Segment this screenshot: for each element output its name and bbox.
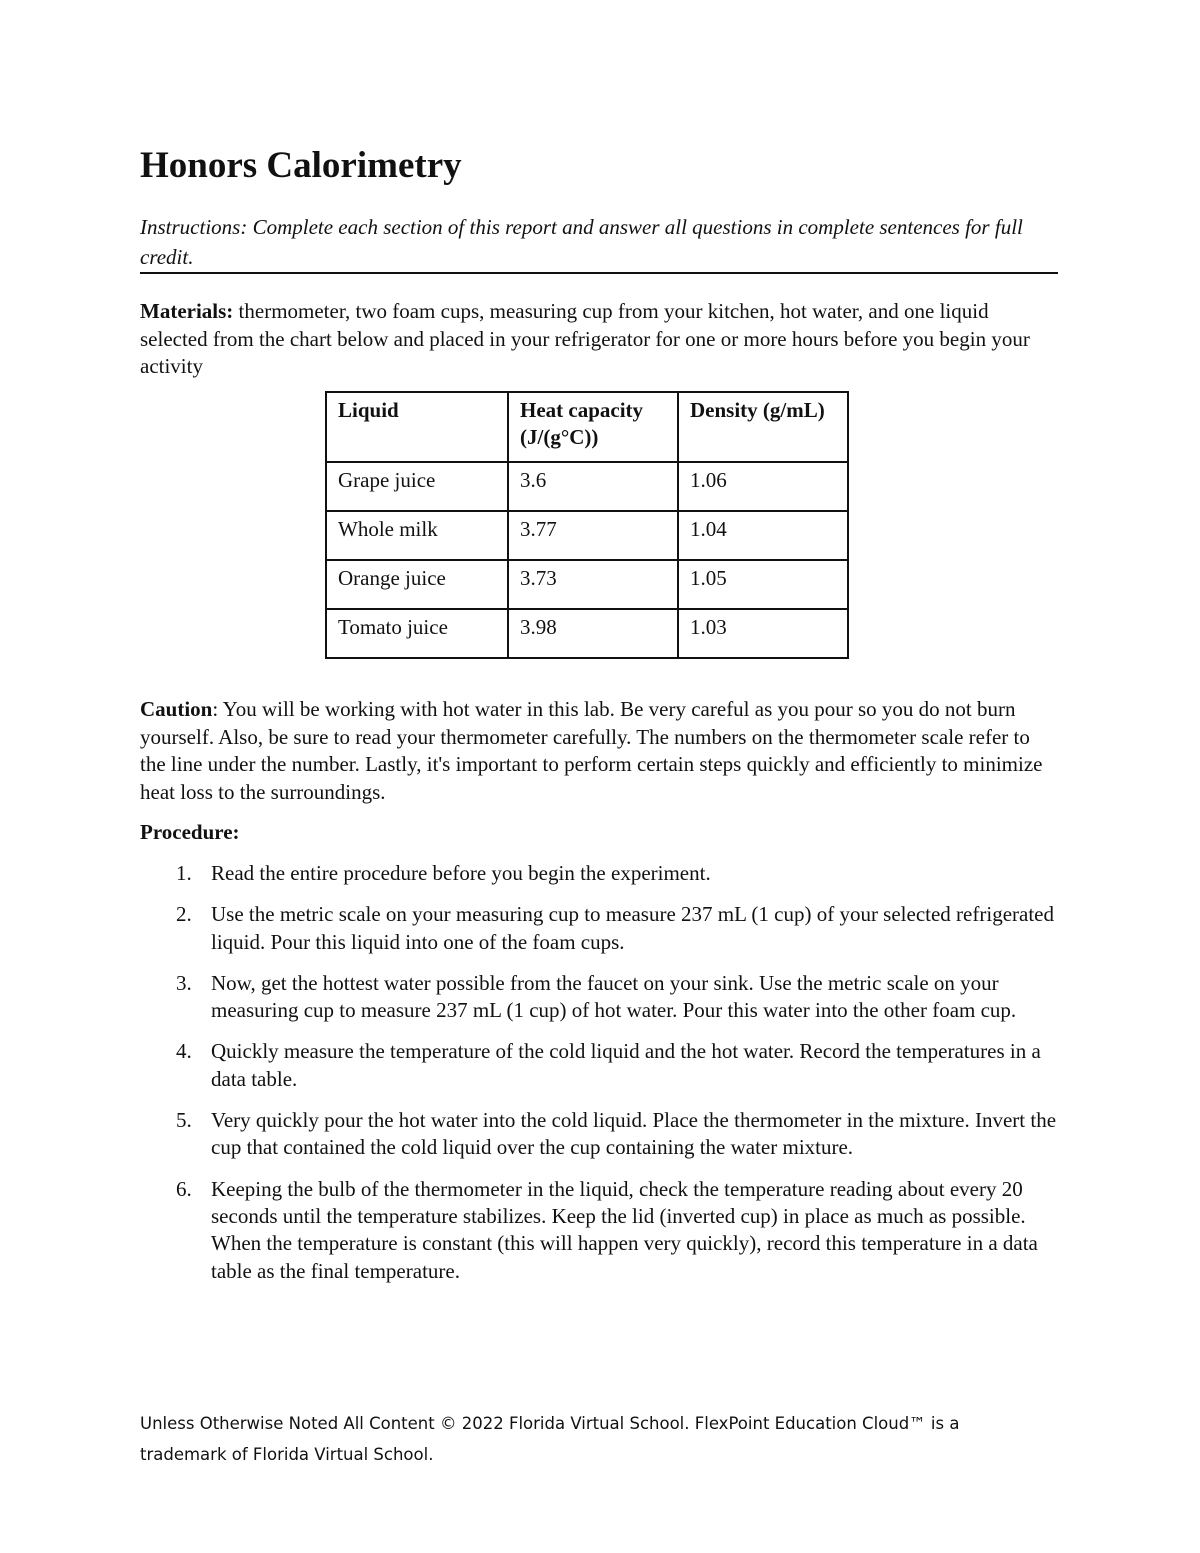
materials-paragraph: [140, 298, 1058, 381]
table-cell: Tomato juice: [326, 609, 508, 658]
table-cell: Orange juice: [326, 560, 508, 609]
divider: [140, 272, 1058, 274]
table-row: [326, 560, 848, 609]
step-text: Quickly measure the temperature of the cold liquid and the hot water. Record the temperatures in a data table.: [211, 1039, 1041, 1091]
step-text: Now, get the hottest water possible from the faucet on your sink. Use the metric scale on your measuring cup to measure 237 mL (1 cup) of hot water. Pour this water into the other foam cup.: [211, 970, 1017, 1023]
step-text: Keeping the bulb of the thermometer in the liquid, check the temperature reading about every 20 seconds until the temperature stabilizes. Keep the lid (inverted cup) in place as much as possible. When the temperature is constant (this will happen very quickly), record this temperature in a data table as the final temperature.: [211, 1176, 1038, 1283]
table-header-cell: Liquid: [326, 392, 508, 462]
table-header-row: [326, 392, 848, 462]
procedure-step: [140, 1176, 1058, 1285]
liquids-table: [325, 391, 849, 659]
table-row: [326, 511, 848, 560]
table-cell: 1.04: [678, 511, 848, 560]
table-row: [326, 609, 848, 658]
table-cell: 3.77: [508, 511, 678, 560]
procedure-step: [140, 860, 1058, 887]
footer-copyright: Unless Otherwise Noted All Content © 2022 Florida Virtual School. FlexPoint Education Cloud™ is a trademark of Florida Virtual School.: [140, 1414, 960, 1464]
step-number: 5.: [176, 1108, 192, 1133]
table-cell: Grape juice: [326, 462, 508, 511]
step-number: 3.: [176, 970, 192, 995]
step-number: 2.: [176, 902, 192, 927]
caution-paragraph: [140, 696, 1058, 806]
step-number: 1.: [176, 861, 192, 885]
materials-label: Materials:: [140, 299, 234, 323]
caution-label: Caution: [140, 697, 213, 721]
procedure-step: [140, 970, 1058, 1025]
table-header-cell: Density (g/mL): [678, 392, 848, 462]
page-title: Honors Calorimetry: [140, 145, 462, 186]
step-text: Read the entire procedure before you begin the experiment.: [211, 861, 711, 885]
table-cell: 1.05: [678, 560, 848, 609]
procedure-heading: Procedure:: [140, 820, 240, 844]
procedure-step: [140, 1107, 1058, 1162]
procedure-step: [140, 901, 1058, 956]
step-text: Use the metric scale on your measuring cup to measure 237 mL (1 cup) of your selected refrigerated liquid. Pour this liquid into one of the foam cups.: [211, 902, 1054, 954]
step-number: 4.: [176, 1039, 192, 1064]
table-header-cell: Heat capacity (J/(g°C)): [508, 392, 678, 462]
table-cell: 1.03: [678, 609, 848, 658]
table-row: [326, 462, 848, 511]
step-number: 6.: [176, 1176, 192, 1201]
procedure-steps: [140, 860, 1058, 1299]
materials-text: thermometer, two foam cups, measuring cup from your kitchen, hot water, and one liquid selected from the chart below and placed in your refrigerator for one or more hours before you begin your activity: [140, 299, 1030, 378]
table-cell: 3.6: [508, 462, 678, 511]
table-cell: 3.98: [508, 609, 678, 658]
table-cell: 3.73: [508, 560, 678, 609]
instructions-text: Instructions: Complete each section of this report and answer all questions in complete sentences for full credit.: [140, 215, 1023, 269]
procedure-step: [140, 1038, 1058, 1093]
step-text: Very quickly pour the hot water into the cold liquid. Place the thermometer in the mixture. Invert the cup that contained the cold liquid over the cup containing the water mixture.: [211, 1108, 1057, 1160]
caution-text: : You will be working with hot water in this lab. Be very careful as you pour so you do not burn yourself. Also, be sure to read your thermometer carefully. The numbers on the thermometer scale refer to the line under the number. Lastly, it's important to perform certain steps quickly and efficiently to minimize heat loss to the surroundings.: [140, 697, 1043, 804]
table-cell: 1.06: [678, 462, 848, 511]
table-cell: Whole milk: [326, 511, 508, 560]
